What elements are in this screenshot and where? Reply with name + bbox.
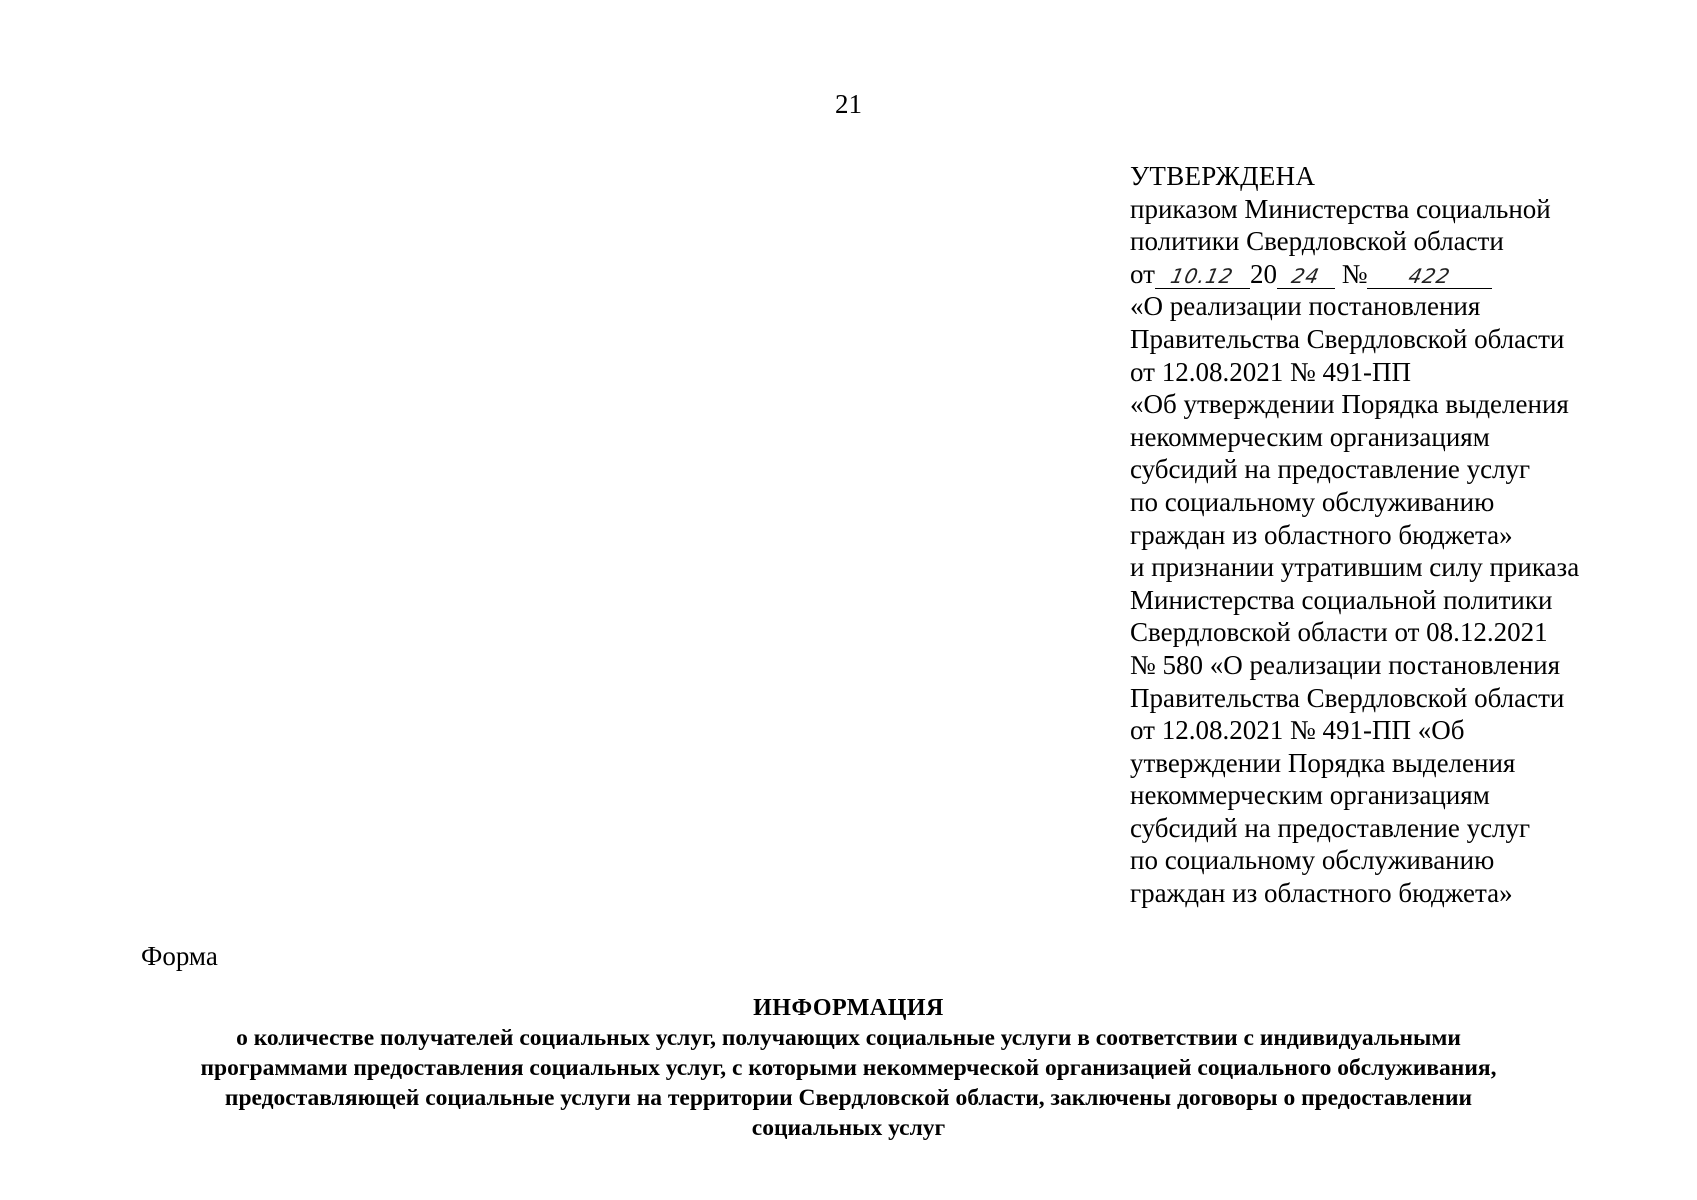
information-heading-block xyxy=(80,993,1617,1143)
information-subtitle-line: предоставляющей социальные услуги на территории Свердловской области, заключены договоры о предоставлении xyxy=(224,1085,1473,1111)
order-line: Правительства Свердловской области xyxy=(1130,682,1565,713)
information-subtitle-line: о количестве получателей социальных услуг, получающих социальные услуги в соответствии с индивидуальными xyxy=(236,1025,1461,1051)
order-line: Министерства социальной политики xyxy=(1130,584,1553,615)
order-line: субсидий на предоставление услуг xyxy=(1130,454,1531,485)
page-number: 21 xyxy=(835,89,862,119)
order-line: от 12.08.2021 № 491-ПП xyxy=(1130,356,1411,387)
order-line: и признании утратившим силу приказа xyxy=(1130,552,1580,583)
order-line: некоммерческим организациям xyxy=(1130,421,1490,452)
order-line: по социальному обслуживанию xyxy=(1130,486,1495,517)
order-line: Правительства Свердловской области xyxy=(1130,323,1565,354)
information-subtitle-line: социальных услуг xyxy=(751,1115,946,1141)
order-line: «О реализации постановления xyxy=(1130,291,1481,322)
year-prefix: 20 xyxy=(1249,258,1277,289)
order-line: Свердловской области от 08.12.2021 xyxy=(1130,617,1548,648)
approval-line: политики Свердловской области xyxy=(1130,226,1504,257)
handwritten-order-number xyxy=(1367,264,1492,289)
order-line: утверждении Порядка выделения xyxy=(1130,747,1516,778)
order-line: по социальному обслуживанию xyxy=(1130,845,1495,876)
order-line: субсидий на предоставление услуг xyxy=(1130,812,1531,843)
information-subtitle-line: программами предоставления социальных услуг, с которыми некоммерческой организацией социального обслуживания, xyxy=(200,1055,1497,1081)
order-line: некоммерческим организациям xyxy=(1130,780,1490,811)
approval-stamp-block xyxy=(1130,160,1690,910)
approval-date-line xyxy=(1130,258,1690,291)
form-label: Форма xyxy=(141,941,218,971)
approval-heading: УТВЕРЖДЕНА xyxy=(1130,161,1316,191)
information-title: ИНФОРМАЦИЯ xyxy=(753,995,944,1021)
order-line: граждан из областного бюджета» xyxy=(1130,878,1513,909)
date-prefix: от xyxy=(1130,258,1155,289)
number-sign: № xyxy=(1341,258,1368,289)
approval-line: приказом Министерства социальной xyxy=(1130,193,1551,224)
order-line: граждан из областного бюджета» xyxy=(1130,519,1513,550)
handwritten-year-value: 24 xyxy=(1289,263,1323,288)
handwritten-year xyxy=(1277,264,1335,289)
handwritten-day-month xyxy=(1155,264,1250,289)
order-line: от 12.08.2021 № 491-ПП «Об xyxy=(1130,715,1465,746)
handwritten-day-month-value: 10.12 xyxy=(1168,263,1237,288)
order-line: «Об утверждении Порядка выделения xyxy=(1130,389,1569,420)
handwritten-order-number-value: 422 xyxy=(1406,263,1454,288)
order-line: № 580 «О реализации постановления xyxy=(1130,649,1561,680)
